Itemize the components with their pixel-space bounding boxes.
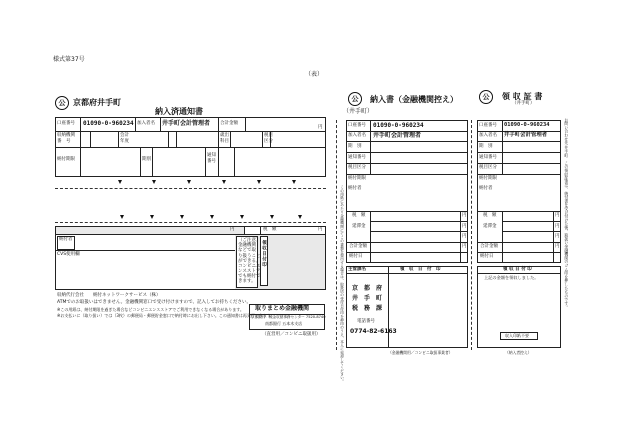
label-zei: 税目 bbox=[264, 133, 273, 138]
receipt-subtitle: （井手町） bbox=[512, 101, 535, 106]
seal-icon: 公 bbox=[479, 90, 493, 104]
cut-marker-icon bbox=[257, 180, 261, 184]
vertical-note: この用紙にあたり金融機関にてこの書類を提出する場合は、取扱店の受付日付印を押印のうえ、本人に返却してください。 bbox=[340, 185, 345, 383]
label-account: 口座番号 bbox=[348, 123, 366, 128]
label-kanyusha: 加入者名 bbox=[348, 133, 366, 138]
footer-note-1: ATMでのお取扱いはできません。金融機関窓口で受け付けますので、記入してお持ちください。 bbox=[57, 300, 252, 305]
cut-marker-icon bbox=[270, 215, 274, 219]
kanyusha-name: 井手町会計管理者 bbox=[373, 132, 422, 139]
label-tsuchi: 通知 bbox=[207, 153, 216, 158]
form-number: 様式第37号 bbox=[53, 56, 85, 63]
cut-marker-icon bbox=[298, 215, 302, 219]
yen-unit: 円 bbox=[462, 224, 467, 229]
receipt-title: 領 収 証 書 bbox=[502, 91, 543, 101]
label-dept: 主管課名 bbox=[348, 267, 366, 272]
row-label: 納付期限 bbox=[479, 176, 497, 181]
yen-unit: 円 bbox=[555, 213, 560, 218]
label-goukei: 合計金額 bbox=[220, 121, 238, 126]
town-title: 京都府井手町 bbox=[73, 97, 121, 107]
row-label: 通知番号 bbox=[348, 155, 366, 160]
dept-line-1: 京 都 府 bbox=[352, 285, 383, 292]
town-sub: （井手町） bbox=[343, 108, 374, 115]
label-zeigaku: 税 額 bbox=[263, 227, 277, 232]
label-entaikin: 延滞金 bbox=[352, 224, 366, 229]
label-nofusha: 納付者 bbox=[348, 186, 362, 191]
stamp-inner: 収入印紙不要 bbox=[505, 333, 529, 338]
yen-unit: 円 bbox=[555, 224, 560, 229]
account-number: 01090-0-960234 bbox=[504, 122, 550, 128]
label-kai: 会計 bbox=[120, 133, 129, 138]
cut-marker-icon bbox=[118, 180, 122, 184]
notice-title: 納入済通知書 bbox=[155, 106, 203, 116]
cut-marker-icon bbox=[222, 180, 226, 184]
nyunyusho-title: 納入書（金融機関控え） bbox=[370, 94, 458, 104]
label-nofubi: 納付日 bbox=[349, 254, 363, 259]
seal-icon: 公 bbox=[348, 92, 362, 106]
row-label: 期 別 bbox=[348, 144, 362, 149]
footer-agent: 収納代行会社 納付ネットワークサービス（株） bbox=[57, 293, 161, 298]
stamp-label: 領 収 日 付 印 bbox=[503, 267, 532, 272]
label-nofu: 納付期限 bbox=[57, 157, 75, 162]
label-zeigaku: 税 額 bbox=[483, 213, 497, 218]
yen-unit: 円 bbox=[230, 227, 235, 232]
bottom-note: （金融機関用／コンビニ取扱事業者） bbox=[388, 350, 453, 355]
label-kanyusha: 加入者名 bbox=[137, 121, 155, 126]
bank-line-2: 南都銀行 五本木支店 bbox=[265, 321, 303, 326]
yen-unit: 円 bbox=[555, 244, 560, 249]
footer-note-2: ※この用紙は、納付期限を過ぎた場合などコンビニエンスストアでご利用できなくなる場合があります。 bbox=[57, 307, 244, 312]
yen-unit: 円 bbox=[555, 234, 560, 239]
cut-marker-icon bbox=[180, 215, 184, 219]
bottom-note: （納入者控え） bbox=[505, 350, 532, 355]
label-kibetsu: 期別 bbox=[142, 157, 151, 162]
row-label: 税目区分 bbox=[479, 165, 497, 170]
label-phone: 電話番号 bbox=[357, 319, 375, 324]
stamp-label: 領 収 日 付 印 bbox=[400, 267, 441, 272]
label-goukei: 合計金額 bbox=[480, 244, 498, 249]
label-goukei: 合計金額 bbox=[349, 244, 367, 249]
kanyusha-name: 井手町会計管理者 bbox=[504, 132, 548, 138]
label-saishutsu: 歳出 bbox=[220, 133, 229, 138]
label-account: 口座番号 bbox=[479, 123, 497, 128]
side-note: お問い合わせ先 井手町 この領収証書は、納付書を受け付けた後、取扱い金融機関のゴム印を押したものです。 bbox=[564, 118, 570, 310]
omote-label: （表） bbox=[305, 71, 324, 78]
dept-line-2: 井 手 町 bbox=[352, 295, 383, 302]
cut-marker-icon bbox=[150, 215, 154, 219]
label-nofusha: 納付者 bbox=[59, 237, 73, 242]
cut-marker-icon bbox=[210, 215, 214, 219]
label-entaikin: 延滞金 bbox=[483, 224, 497, 229]
label-shuno: 収納機関 bbox=[57, 133, 75, 138]
label-cvs: CVS使用欄 bbox=[57, 252, 80, 257]
yen-unit: 円 bbox=[462, 244, 467, 249]
label-nofubi: 納付日 bbox=[480, 254, 494, 259]
dept-line-3: 税 務 課 bbox=[352, 305, 383, 312]
bank-line-1: 京都銀行 税金収納事務センター 7520-8740 bbox=[251, 315, 326, 319]
bank-title: 取りまとめ金融機関 bbox=[255, 305, 310, 312]
footer-note-3: ※お支払いに（取り扱い）では（3枚）の郵便局・郵便貯金窓口で納付時にお出し下さい。この通知書は再発行できます。 bbox=[57, 313, 275, 318]
row-label: 通知番号 bbox=[479, 155, 497, 160]
yen-unit: 円 bbox=[318, 227, 323, 232]
stamp-label: 領収日付印 bbox=[261, 240, 267, 268]
yen-unit: 円 bbox=[462, 213, 467, 218]
yen-unit: 円 bbox=[462, 234, 467, 239]
bank-line-3: （直営用／コンビニ取扱用） bbox=[262, 332, 321, 337]
seal-icon: 公 bbox=[55, 96, 69, 110]
label-account: 口座番号 bbox=[57, 121, 75, 126]
label-nofusha: 納付者 bbox=[479, 186, 493, 191]
yen-unit: 円 bbox=[318, 125, 323, 130]
cut-marker-icon bbox=[187, 180, 191, 184]
row-label: 納付期限 bbox=[348, 176, 366, 181]
cut-marker-icon bbox=[292, 180, 296, 184]
cut-marker-icon bbox=[240, 215, 244, 219]
kanyusha-name: 井手町会計管理者 bbox=[162, 120, 211, 127]
cut-marker-icon bbox=[152, 180, 156, 184]
row-label: 期 別 bbox=[479, 144, 493, 149]
label-kanyusha: 加入者名 bbox=[479, 133, 497, 138]
row-label: 税目区分 bbox=[348, 165, 366, 170]
cut-marker-icon bbox=[120, 215, 124, 219]
notice-caution: （ご注意） 金融機関 などで取 り扱うこと ができる。 コンビニエ ンスストア でも納付で きます。 bbox=[238, 238, 261, 285]
label-zeigaku: 税 額 bbox=[352, 213, 366, 218]
received-note: 上記の金額を領収しました。 bbox=[484, 275, 539, 280]
account-number: 01090-0-960234 bbox=[373, 122, 424, 129]
account-number: 01090-0-960234 bbox=[83, 120, 134, 127]
phone-number: 0774-82-6163 bbox=[350, 328, 397, 335]
